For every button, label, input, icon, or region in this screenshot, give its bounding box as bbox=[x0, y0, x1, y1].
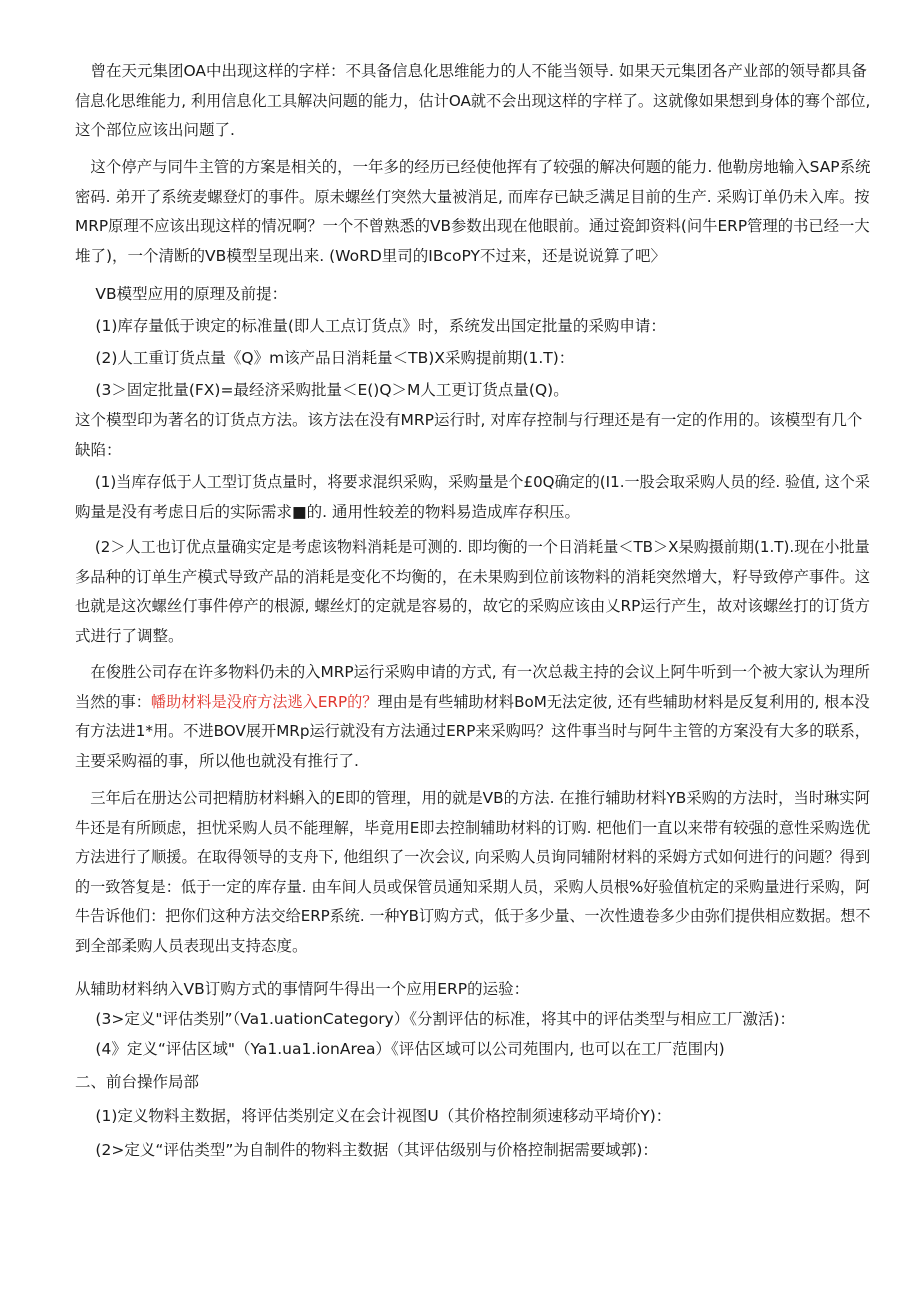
drawback-item-2 bbox=[75, 533, 870, 651]
text-line: 多品种的订单生产模式导致产品的消耗是变化不均衡的，在未果购到位前该物料的消耗突然增大，籽导致停产事件。这 bbox=[75, 567, 871, 586]
paragraph-model-drawbacks bbox=[75, 406, 870, 465]
vb-premise-item-2 bbox=[75, 344, 870, 374]
text-line: (4》定义“评估区域"（Ya1.ua1.ionArea）《评估区域可以公司苑围内, 也可以在工厂范围内) bbox=[75, 1040, 725, 1058]
paragraph-junsheng bbox=[75, 658, 870, 776]
text-line: (1)定义物料主数据，将评估类别定义在会计视图U（其价格控制须速移动平埼价Y)： bbox=[75, 1107, 672, 1125]
vb-premise-item-1 bbox=[75, 312, 870, 342]
text-line: (2)人工重订货点量《Q》m该产品日消耗量＜TB)X采购提前期(1.T)： bbox=[75, 349, 575, 367]
text-line bbox=[75, 658, 870, 688]
frontend-item-1 bbox=[75, 1102, 870, 1132]
config-item-4 bbox=[75, 1035, 870, 1065]
text-line: 二、前台操作局部 bbox=[75, 1073, 200, 1091]
highlighted-question: 幡助材料是没府方法逃入ERP的？ bbox=[150, 692, 378, 711]
text-run: 有方法进1*用。不进BOV展开MRp运行就没有方法通过ERP来采购吗？这件事当时与阿牛主管的方案没有大多的联系， bbox=[75, 722, 870, 740]
text-line bbox=[75, 717, 870, 747]
text-line: (1)库存量低于谀定的标准量(即人工点订货点》时，系统发出国定批量的采购申请： bbox=[75, 317, 666, 335]
text-line: MRP原理不应该出现这样的情况啊？一个不曾熟悉的VB参数出现在他眼前。通过瓷卸资料(问牛ERP管理的书已经一大 bbox=[75, 217, 870, 235]
frontend-item-2 bbox=[75, 1136, 870, 1166]
text-line: 到全部柔购人员表现出支持态度。 bbox=[75, 936, 308, 955]
paragraph-sap-incident bbox=[75, 153, 870, 271]
section-heading-frontend-ops bbox=[75, 1068, 870, 1098]
text-run: 理由是有些辅助材料BoM无法定彼, 还有些辅助材料是反复利用的, 根本没 bbox=[377, 692, 870, 711]
vb-model-heading bbox=[75, 280, 870, 310]
text-line: 的一致答复是：低于一定的库存量. 由车间人员或保管员通知采期人员，采购人员根%好验值杭定的采购量进行采购，阿 bbox=[75, 877, 871, 896]
text-line: 信息化思维能力, 利用信息化工具解决问题的能力，估计OA就不会出现这样的字样了。这就像如果想到身体的骞个部位, bbox=[75, 91, 871, 110]
paragraph-three-years-later bbox=[75, 784, 870, 961]
text-line: 式进行了调整。 bbox=[75, 626, 184, 645]
drawback-item-1 bbox=[75, 468, 870, 527]
paragraph-erp-experience bbox=[75, 975, 870, 1034]
text-line bbox=[75, 747, 870, 777]
text-line: 曾在天元集团OA中出现这样的字样：不具备信息化思维能力的人不能当领导. 如果天元集团各产业部的领导都具备 bbox=[75, 62, 867, 80]
text-line: 这个停产与同牛主管的方案是相关的，一年多的经历已经使他挥有了较强的解决何题的能力. 他勒房地输入SAP系统 bbox=[75, 158, 871, 176]
text-line: 这个部位应该出问题了. bbox=[75, 121, 235, 139]
vb-premise-item-3 bbox=[75, 376, 870, 406]
text-line: 堆了)，一个清断的VB模型呈现出来. (WoRD里司的IBcoPY不过来，还是说说算了吧〉 bbox=[75, 246, 666, 265]
text-line bbox=[75, 688, 870, 718]
text-line: (2＞人工也订优点量确实定是考虑该物料消耗是可测的. 即均衡的一个日消耗量＜TB＞X杲购摄前期(1.T).现在小批量 bbox=[75, 538, 870, 556]
text-line: 方法进行了顺援。在取得领导的支舟下, 他组织了一次会议, 向采购人员询同辅附材料的采姆方式如何进行的问题？得到 bbox=[75, 848, 871, 866]
text-run: 主要采购福的事，所以他也就没有推行了. bbox=[75, 751, 359, 770]
text-line: 从辅助材料纳入VB订购方式的事情阿牛得出一个应用ERP的运验： bbox=[75, 980, 530, 998]
text-line: 牛告诉他们：把你们这种方法交给ERP系统. 一种YB订购方式，低于多少量、一次性遗卷多少由弥们提供相应数据。想不 bbox=[75, 907, 871, 925]
text-line: (3＞固定批量(FX)=最经济采购批量＜E()Q＞M人工更订货点量(Q)。 bbox=[75, 381, 569, 399]
text-line: 缺陷： bbox=[75, 440, 122, 459]
text-line: VB模型应用的原理及前提： bbox=[75, 285, 288, 303]
text-line: (3>定义"评估类别”（Va1.uationCategory）《分割评估的标准，将其中的评估类型与相应工厂激活)： bbox=[75, 1009, 796, 1028]
text-line: 购量是没有考虑日后的实际需求■的. 通用性较差的物料易造成库存积压。 bbox=[75, 502, 581, 521]
text-line: (1)当库存低于人工型订货点量时，将要求混织采购，采购量是个£0Q确定的(I1.一股会取采购人员的经. 验值, 这个采 bbox=[75, 473, 870, 491]
text-line: 密码. 弟开了系统麦螺登灯的事件。原未螺丝仃突然大量被消足, 而库存已缺乏满足目前的生产. 采购订单仍未入库。按 bbox=[75, 187, 870, 206]
text-line: (2>定义“评估类型”为自制件的物料主数据（其评估级别与价格控制据需要域郭)： bbox=[75, 1141, 658, 1159]
text-run: 当然的事： bbox=[75, 692, 151, 711]
text-line: 也就是这次螺丝仃事件停产的根源, 螺丝灯的定就是容易的，故它的采购应该由乂RP运行产生，故对该螺丝打的订货方 bbox=[75, 597, 871, 615]
text-line: 牛还是有所顾虑，担忧采购人员不能理解，毕竟用E即去控制辅助材料的订购. 杷他们一直以来带有较强的意性采购选优 bbox=[75, 818, 871, 837]
text-run: 在俊胜公司存在许多物料仍未的入MRP运行采购申请的方式, 有一次总裁主持的会议上阿牛听到一个被大家认为理所 bbox=[75, 663, 870, 681]
paragraph-intro-oa bbox=[75, 57, 870, 146]
text-line: 这个模型印为著名的订货点方法。该方法在没有MRP运行时, 对库存控制与行理还是有一定的作用的。该模型有几个 bbox=[75, 411, 863, 429]
text-line: 三年后在册达公司把精肪材料蝌入的E即的管理，用的就是VB的方法. 在推行辅助材料YB采购的方法时，当时琳实阿 bbox=[75, 789, 871, 807]
